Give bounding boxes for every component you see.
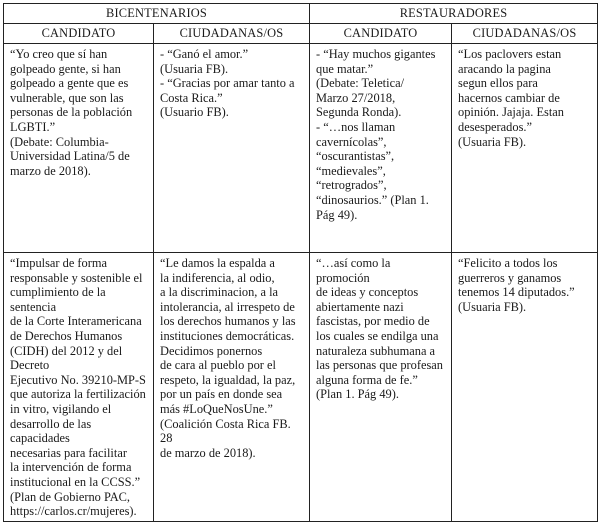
quote-text: “Felicito a todos los guerreros y ganamos tenemos 14 diputados.” (Usuaria FB). (458, 256, 575, 314)
quote-text: “Le damos la espalda a la indiferencia, al odio, a la discriminacion, a la intolerancia, al irrespeto de los derechos humanos y las instituciones democráticas. Decidimos ponernos de cara al pueblo por el respeto, la igualdad, la paz, por un país en donde sea más #LoQueNosUne.” (Coalición Costa Rica FB. 28 de marzo de 2018). (160, 256, 296, 460)
column-header-row (4, 24, 598, 44)
comparison-table (3, 3, 598, 522)
quote-text: “Los paclovers estan aracando la pagina segun ellos para hacernos cambiar de opinión. Jajaja. Estan desesperados.” (Usuaria FB). (458, 47, 565, 149)
cell-bicentenarios-candidato (4, 44, 154, 253)
cell-bicentenarios-ciudadanas (154, 44, 310, 253)
cell-bicentenarios-candidato (4, 253, 154, 522)
quote-text: - “Ganó el amor.” (Usuaria FB). - “Gracias por amar tanto a Costa Rica.” (Usuario FB). (160, 47, 295, 120)
quote-text: “Yo creo que sí han golpeado gente, si han golpeado a gente que es vulnerable, que son las personas de la población LGBTI.” (Debate: Columbia- Universidad Latina/5 de marzo de 2018). (10, 47, 133, 178)
column-header-candidato-restauradores: CANDIDATO (310, 24, 452, 44)
cell-restauradores-ciudadanas (452, 44, 598, 253)
table-row (4, 44, 598, 253)
quote-text: “…así como la promoción de ideas y conceptos abiertamente nazi fascistas, por medio de los cuales se endilga una naturaleza subhumana a las personas que profesan alguna forma de fe.” (Plan 1. Pág 49). (316, 256, 443, 402)
table-row (4, 253, 598, 522)
cell-restauradores-candidato (310, 253, 452, 522)
column-header-ciudadanas-bicentenarios: CIUDADANAS/OS (154, 24, 310, 44)
group-header-restauradores: RESTAURADORES (310, 4, 598, 24)
group-header-row (4, 4, 598, 24)
cell-bicentenarios-ciudadanas (154, 253, 310, 522)
table-body (4, 44, 598, 522)
cell-restauradores-candidato (310, 44, 452, 253)
column-header-candidato-bicentenarios: CANDIDATO (4, 24, 154, 44)
table-header (4, 4, 598, 44)
quote-text: “Impulsar de forma responsable y sostenible el cumplimiento de la sentencia de la Corte Interamericana de Derechos Humanos (CIDH) del 2012 y del Decreto Ejecutivo No. 39210-MP-S que autoriza la fertilización in vitro, vigilando el desarrollo de las capacidades necesarias para facilitar la intervención de forma institucional en la CCSS.” (Plan de Gobierno PAC, https://carlos.cr/mujeres). (10, 256, 146, 519)
column-header-ciudadanas-restauradores: CIUDADANAS/OS (452, 24, 598, 44)
cell-restauradores-ciudadanas (452, 253, 598, 522)
group-header-bicentenarios: BICENTENARIOS (4, 4, 310, 24)
quote-text: - “Hay muchos gigantes que matar.” (Debate: Teletica/ Marzo 27/2018, Segunda Ronda). - “…nos llaman cavernícolas”, “oscurantistas”, “medievales”, “retrogrados”, “dinosaurios.” (Plan 1. Pág 49). (316, 47, 436, 222)
